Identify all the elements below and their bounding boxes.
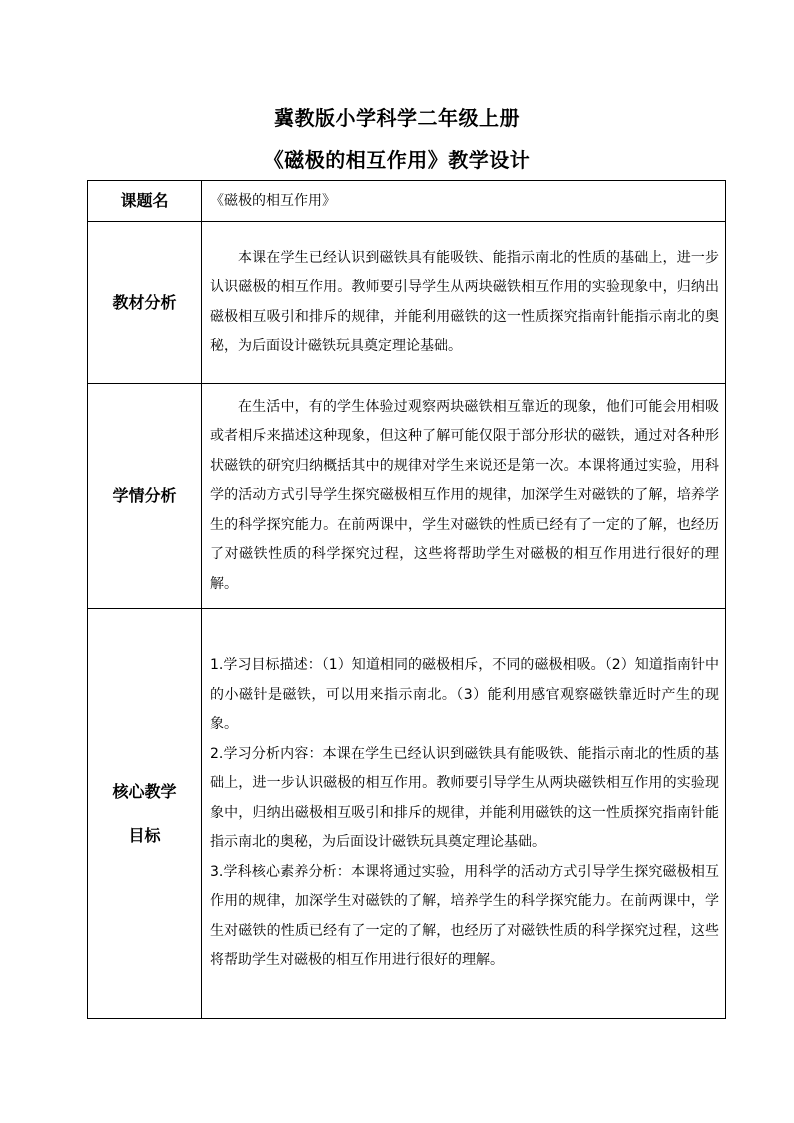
document-title: 冀教版小学科学二年级上册 bbox=[274, 106, 520, 130]
table-row-material-analysis bbox=[88, 222, 726, 384]
core-goals-label bbox=[88, 609, 202, 1019]
table-row-topic bbox=[88, 181, 726, 222]
student-analysis-cell bbox=[202, 384, 726, 609]
material-analysis-label: 教材分析 bbox=[88, 222, 202, 384]
topic-value: 《磁极的相互作用》 bbox=[202, 181, 726, 222]
student-analysis-label: 学情分析 bbox=[88, 384, 202, 609]
core-goals-label-line1: 核心教学 bbox=[112, 781, 177, 801]
topic-label: 课题名 bbox=[88, 181, 202, 222]
table-row-core-goals bbox=[88, 609, 726, 1019]
core-goals-item-3: 3.学科核心素养分析：本课将通过实验，用科学的活动方式引导学生探究磁极相互作用的规律，加深学生对磁铁的了解，培养学生的科学探究能力。在前两课中，学生对磁铁的性质已经有了一定的了解，也经历了对磁铁性质的科学探究过程，这些将帮助学生对磁极的相互作用进行很好的理解。 bbox=[210, 863, 719, 969]
table-row-student-analysis bbox=[88, 384, 726, 609]
material-analysis-text: 本课在学生已经认识到磁铁具有能吸铁、能指示南北的性质的基础上，进一步认识磁极的相互作用。教师要引导学生从两块磁铁相互作用的实验现象中，归纳出磁极相互吸引和排斥的规律，并能利用磁铁的这一性质探究指南针能指示南北的奥秘，为后面设计磁铁玩具奠定理论基础。 bbox=[210, 249, 719, 354]
document-subtitle: 《磁极的相互作用》教学设计 bbox=[263, 148, 531, 172]
core-goals-label-line2: 目标 bbox=[128, 825, 161, 845]
student-analysis-text: 在生活中，有的学生体验过观察两块磁铁相互靠近的现象，他们可能会用相吸或者相斥来描述这种现象，但这种了解可能仅限于部分形状的磁铁，通过对各种形状磁铁的研究归纳概括其中的规律对学生来说还是第一次。本课将通过实验，用科学的活动方式引导学生探究磁极相互作用的规律，加深学生对磁铁的了解，培养学生的科学探究能力。在前两课中，学生对磁铁的性质已经有了一定的了解，也经历了对磁铁性质的科学探究过程，这些将帮助学生对磁极的相互作用进行很好的理解。 bbox=[210, 398, 719, 592]
core-goals-cell bbox=[202, 609, 726, 1019]
core-goals-item-2: 2.学习分析内容：本课在学生已经认识到磁铁具有能吸铁、能指示南北的性质的基础上，进一步认识磁极的相互作用。教师要引导学生从两块磁铁相互作用的实验现象中，归纳出磁极相互吸引和排斥的规律，并能利用磁铁的这一性质探究指南针能指示南北的奥秘，为后面设计磁铁玩具奠定理论基础。 bbox=[210, 745, 719, 851]
core-goals-item-1: 1.学习目标描述：（1）知道相同的磁极相斥，不同的磁极相吸。（2）知道指南针中的小磁针是磁铁，可以用来指示南北。（3）能利用感官观察磁铁靠近时产生的现象。 bbox=[210, 657, 719, 733]
lesson-plan-table bbox=[87, 180, 726, 1019]
material-analysis-cell bbox=[202, 222, 726, 384]
